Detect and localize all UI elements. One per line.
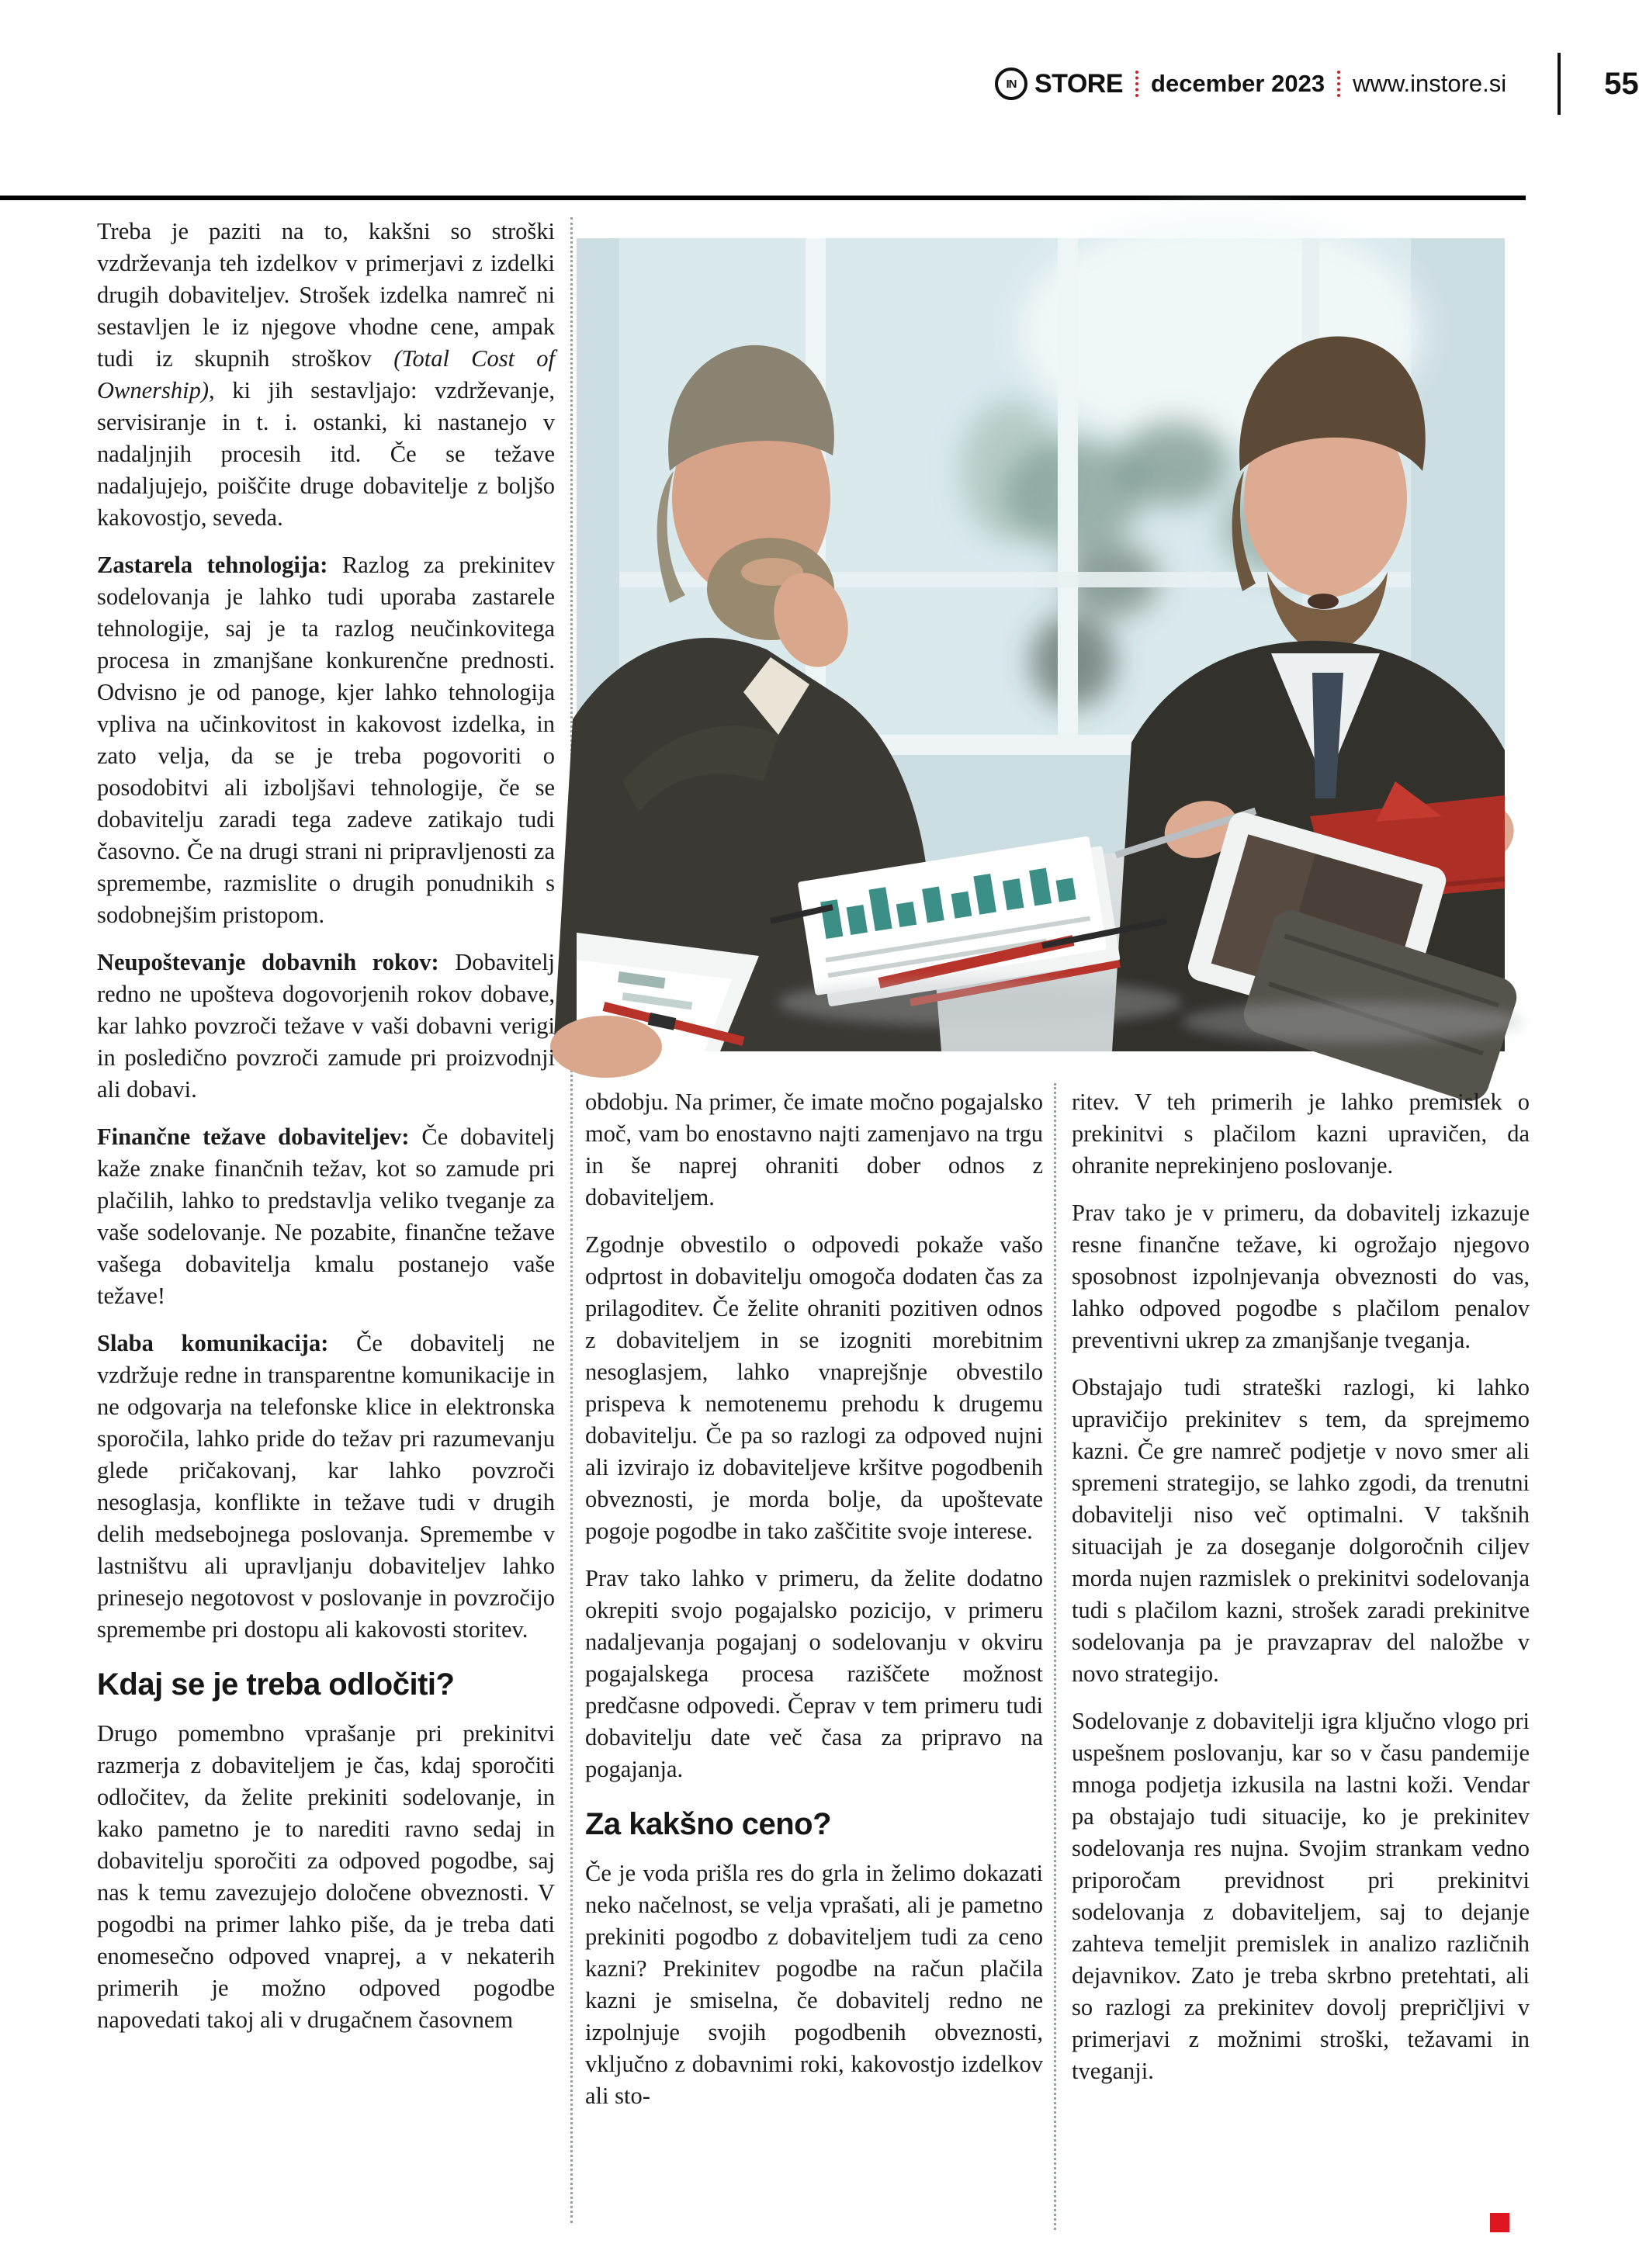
page-number: 55 xyxy=(1604,66,1639,101)
right-column xyxy=(1072,1086,1530,2103)
paragraph-lead: Slaba komunikacija: xyxy=(97,1330,329,1356)
page-header xyxy=(995,61,1639,107)
paragraph: Obstajajo tudi strateški razlogi, ki lahko upravičijo prekinitev s tem, da sprejmemo kazni. Če gre namreč podjetje v novo smer ali spremeni strategijo, se lahko zgodi, da trenutni dobavitelji niso več optimalni. V takšnih situacijah je za doseganje dolgoročnih ciljev morda nujen razmislek o prekinitvi sodelovanja tudi s plačilom kazni, strošek zaradi prekinitve sodelovanja pa je pravzaprav del naložbe v novo strategijo. xyxy=(1072,1374,1530,1687)
instore-logo-icon: IN xyxy=(995,68,1027,100)
header-divider xyxy=(1558,53,1561,115)
business-meeting-photo xyxy=(577,238,1505,1051)
left-column xyxy=(97,216,555,2052)
italic-term: (Total Cost of Ownership) xyxy=(97,345,555,403)
header-dotted-separator-icon xyxy=(1337,71,1340,97)
paragraph: Treba je paziti na to, kakšni so stroški vzdrževanja teh izdelkov v primerjavi z izdelki drugih dobaviteljev. Strošek izdelka namreč ni sestavljen le iz njegove vhodne cene, ampak tudi iz skupnih stroškov (Total Cost of Ownership), ki jih sestavljajo: vzdrževanje, servisiranje in t. i. ostanki, ki nastanejo v nadaljnjih procesih itd. Če se težave nadaljujejo, poiščite druge dobavitelje z boljšo kakovostjo, seveda. xyxy=(97,218,555,531)
paragraph: Neupoštevanje dobavnih rokov: Dobavitelj redno ne upošteva dogovorjenih rokov dobave, kar lahko povzroči težave v vaši dobavni verigi in posledično povzroči zamude pri proizvodnji ali dobavi. xyxy=(97,949,556,1103)
paragraph: Prav tako lahko v primeru, da želite dodatno okrepiti svojo pogajalsko pozicijo, v primeru nadaljevanja pogajanj o sodelovanju v okviru pogajalskega procesa raziščete možnost predčasne odpovedi. Čeprav v tem primeru tudi dobavitelju date več časa za pripravo na pogajanja. xyxy=(585,1565,1043,1782)
section-heading: Za kakšno ceno? xyxy=(585,1807,832,1841)
paragraph: Zgodnje obvestilo o odpovedi pokaže vašo odprtost in dobavitelju omogoča dodaten čas za prilagoditev. Če želite ohraniti pozitiven odnos z dobaviteljem in se izogniti morebitnim nesoglasjem, lahko vnaprejšnje obvestilo prispeva k nemotenemu prehodu k drugemu dobavitelju. Če pa so razlogi za odpoved nujni ali izvirajo iz dobaviteljeve kršitve pogodbenih obveznosti, je morda bolje, da upoštevate pogoje pogodbe in tako zaščitite svoje interese. xyxy=(585,1231,1043,1544)
section-heading: Kdaj se je treba odločiti? xyxy=(97,1667,455,1702)
top-rule xyxy=(0,196,1526,200)
brand-name: STORE xyxy=(1034,68,1124,99)
paragraph: Prav tako je v primeru, da dobavitelj izkazuje resne finančne težave, ki ogrožajo njegovo sposobnost izpolnjevanja obveznosti do vas, lahko odpoved pogodbe s plačilom penalov preventivni ukrep za zmanjšanje tveganja. xyxy=(1072,1200,1530,1353)
middle-column xyxy=(585,1086,1043,2128)
column-separator xyxy=(1054,1083,1056,2230)
paragraph-lead: Neupoštevanje dobavnih rokov: xyxy=(97,949,439,975)
paragraph-lead: Finančne težave dobaviteljev: xyxy=(97,1124,410,1150)
column-separator xyxy=(570,217,573,2223)
end-of-article-marker xyxy=(1490,2213,1509,2232)
website-url: www.instore.si xyxy=(1353,70,1507,97)
paragraph: ritev. V teh primerih je lahko premislek o prekinitvi s plačilom kazni upravičen, da ohranite neprekinjeno poslovanje. xyxy=(1072,1089,1530,1179)
paragraph: Zastarela tehnologija: Razlog za prekinitev sodelovanja je lahko tudi uporaba zastarele tehnologije, saj je ta razlog neučinkovitega procesa in zmanjšane konkurenčne prednosti. Odvisno je od panoge, kjer lahko tehnologija vpliva na učinkovitost in kakovost izdelka, in zato velja, da se je treba pogovoriti o posodobitvi ali izboljšavi tehnologije, če se dobavitelju zaradi tega zadeve zatikajo tudi časovno. Če na drugi strani ni pripravljenosti za spremembe, razmislite o drugih ponudnikih s sodobnejšim pristopom. xyxy=(97,552,555,928)
issue-date: december 2023 xyxy=(1151,70,1325,97)
header-dotted-separator-icon xyxy=(1135,71,1138,97)
paragraph: obdobju. Na primer, če imate močno pogajalsko moč, vam bo enostavno najti zamenjavo na trgu in še naprej ohraniti dober odnos z dobaviteljem. xyxy=(585,1089,1043,1210)
paragraph: Drugo pomembno vprašanje pri prekinitvi razmerja z dobaviteljem je čas, kdaj sporočiti odločitev, da želite prekiniti sodelovanje, in kako pametno je to narediti ravno sedaj in dobavitelju sporočiti za odpoved pogodbe, saj nas k temu zavezujejo določene obveznosti. V pogodbi na primer lahko piše, da je treba dati enomesečno odpoved vnaprej, a v nekaterih primerih je možno odpoved pogodbe napovedati takoj ali v drugačnem časovnem xyxy=(97,1720,555,2033)
paragraph: Če je voda prišla res do grla in želimo dokazati neko načelnost, se velja vprašati, ali je pametno prekiniti pogodbo z dobaviteljem tudi za ceno kazni? Prekinitev pogodbe na račun plačila kazni je smiselna, če dobavitelj redno ne izpolnjuje svojih pogodbenih obveznosti, vključno z dobavnimi roki, kakovostjo izdelkov ali sto- xyxy=(585,1860,1043,2109)
paragraph: Slaba komunikacija: Če dobavitelj ne vzdržuje redne in transparentne komunikacije in ne odgovarja na telefonske klice in elektronska sporočila, lahko pride do težav pri razumevanju glede pričakovanj, kar lahko povzroči nesoglasja, konflikte in težave tudi v drugih delih medsebojnega poslovanja. Spremembe v lastništvu ali upravljanju dobaviteljev lahko prinesejo negotovost v poslovanje in povzročijo spremembe pri dostopu ali kakovosti storitev. xyxy=(97,1330,556,1643)
bottom-left-papers xyxy=(550,933,759,1078)
paragraph-lead: Zastarela tehnologija: xyxy=(97,552,328,578)
paragraph: Finančne težave dobaviteljev: Če dobavitelj kaže znake finančnih težav, kot so zamude pri plačilih, lahko to predstavlja veliko tveganje za vaše sodelovanje. Ne pozabite, finančne težave vašega dobavitelja kmalu postanejo vaše težave! xyxy=(97,1124,555,1309)
paragraph: Sodelovanje z dobavitelji igra ključno vlogo pri uspešnem poslovanju, kar so v času pandemije mnoga podjetja izkusila na lastni koži. Vendar pa obstajajo tudi situacije, ko je prekinitev sodelovanja res nujna. Svojim strankam vedno priporočam previdnost pri prekinitvi sodelovanja z dobaviteljem, saj to dejanje zahteva temeljit premislek in analizo različnih dejavnikov. Zato je treba skrbno pretehtati, ali so razlogi za prekinitev dovolj prepričljivi v primerjavi z možnimi stroški, težavami in tveganji. xyxy=(1072,1708,1530,2084)
